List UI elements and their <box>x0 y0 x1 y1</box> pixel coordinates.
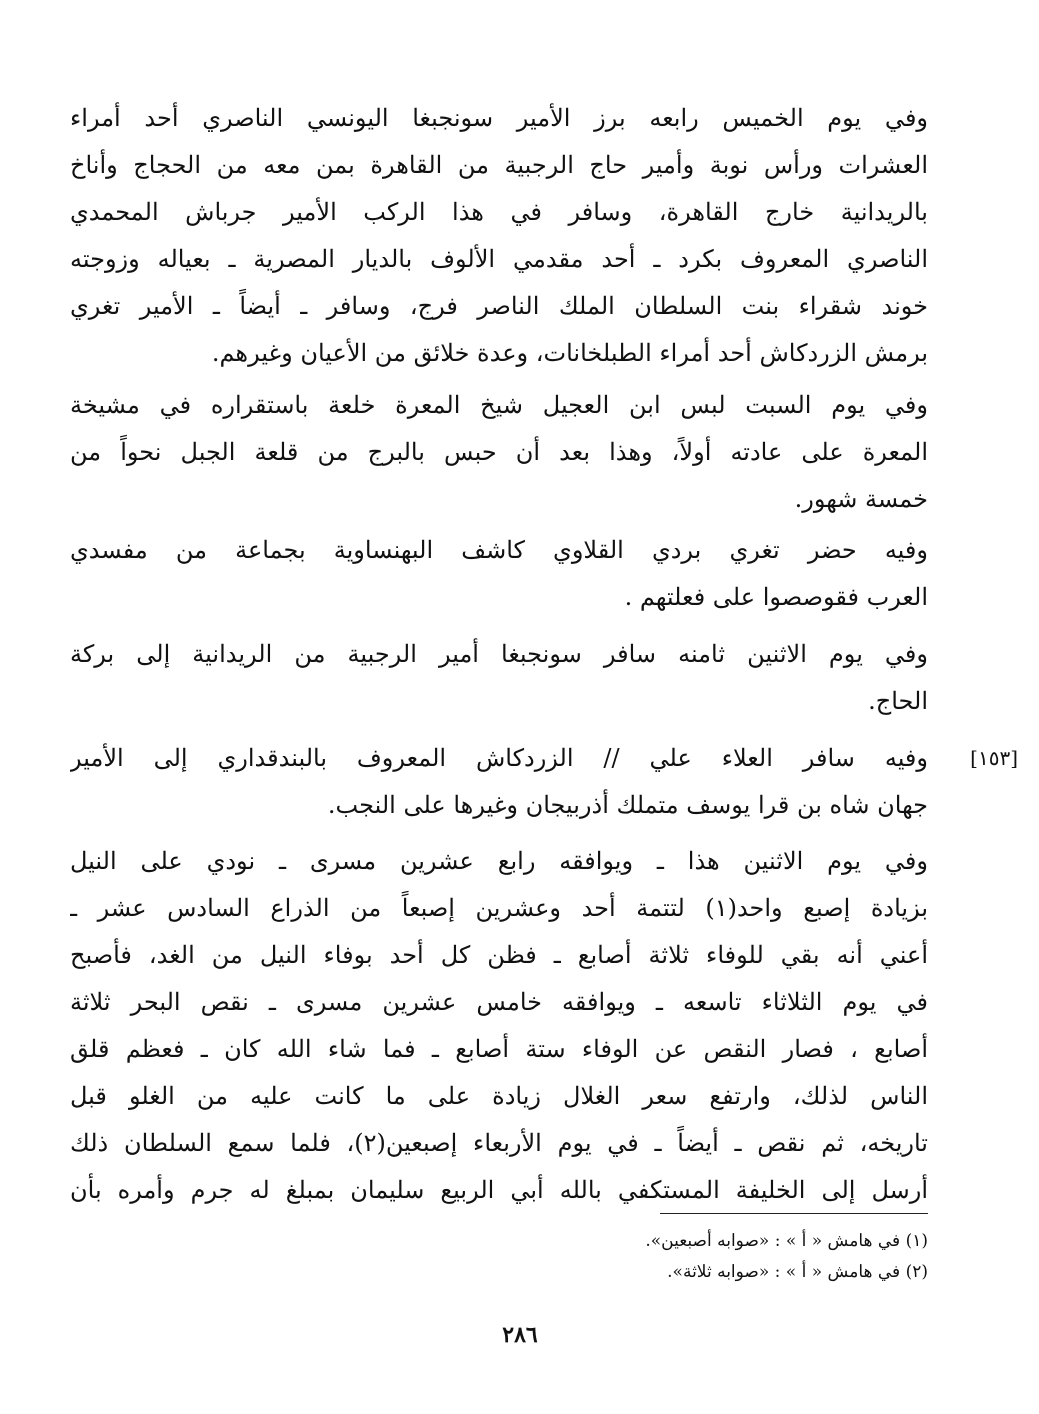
text-line: وفي يوم الخميس رابعه برز الأمير سونجبغا اليونسي الناصري أحد أمراء <box>70 104 928 132</box>
text-line: بالريدانية خارج القاهرة، وسافر في هذا الركب الأمير جرباش المحمدي <box>70 198 928 226</box>
manuscript-folio-reference: [١٥٣] <box>970 746 1018 770</box>
text-line: وفيه سافر العلاء علي // الزردكاش المعروف بالبندقداري إلى الأمير <box>70 744 928 772</box>
paragraph-5 <box>70 735 928 829</box>
footnote-2: (٢) في هامش « أ » : «صوابه ثلاثة». <box>667 1262 928 1282</box>
text-line: بزيادة إصبع واحد(١) لتتمة أحد وعشرين إصبعاً من الذراع السادس عشر ـ <box>70 894 928 922</box>
text-line: وفيه حضر تغري بردي القلاوي كاشف البهنساوية بجماعة من مفسدي <box>70 536 928 564</box>
paragraph-4 <box>70 631 928 725</box>
text-line: الحاج. <box>868 687 928 715</box>
text-line: تاريخه، ثم نقص ـ أيضاً ـ في يوم الأربعاء إصبعين(٢)، فلما سمع السلطان ذلك <box>70 1129 928 1157</box>
text-line: العرب فقوصصوا على فعلتهم . <box>624 583 928 611</box>
text-line: المعرة على عادته أولاً، وهذا بعد أن حبس بالبرج من قلعة الجبل نحواً من <box>70 438 928 466</box>
paragraph-1 <box>70 95 928 377</box>
text-line: أعني أنه بقي للوفاء ثلاثة أصابع ـ فظن كل أحد بوفاء النيل من الغد، فأصبح <box>70 941 928 969</box>
paragraph-3 <box>70 527 928 621</box>
text-line: وفي يوم الاثنين ثامنه سافر سونجبغا أمير الرجبية من الريدانية إلى بركة <box>70 640 928 668</box>
text-line: برمش الزردكاش أحد أمراء الطبلخانات، وعدة خلائق من الأعيان وغيرهم. <box>211 339 928 367</box>
text-line: وفي يوم السبت لبس ابن العجيل شيخ المعرة خلعة باستقراره في مشيخة <box>70 391 928 419</box>
paragraph-6 <box>70 838 928 1214</box>
text-line: وفي يوم الاثنين هذا ـ ويوافقه رابع عشرين مسرى ـ نودي على النيل <box>70 847 928 875</box>
text-line: الناس لذلك، وارتفع سعر الغلال زيادة على ما كانت عليه من الغلو قبل <box>70 1082 928 1110</box>
text-line: خمسة شهور. <box>794 485 928 513</box>
text-line: في يوم الثلاثاء تاسعه ـ ويوافقه خامس عشرين مسرى ـ نقص البحر ثلاثة <box>70 988 928 1016</box>
text-line: خوند شقراء بنت السلطان الملك الناصر فرج، وسافر ـ أيضاً ـ الأمير تغري <box>70 292 928 320</box>
text-line: أصابع ، فصار النقص عن الوفاء ستة أصابع ـ فما شاء الله كان ـ فعظم قلق <box>70 1035 928 1063</box>
page-number: ٢٨٦ <box>502 1322 538 1348</box>
text-line: أرسل إلى الخليفة المستكفي بالله أبي الربيع سليمان بمبلغ له جرم وأمره بأن <box>70 1176 928 1204</box>
text-line: الناصري المعروف بكرد ـ أحد مقدمي الألوف بالديار المصرية ـ بعياله وزوجته <box>70 245 928 273</box>
footnote-1: (١) في هامش « أ » : «صوابه أصبعين». <box>645 1231 928 1251</box>
text-line: جهان شاه بن قرا يوسف متملك أذربيجان وغيرها على النجب. <box>327 791 928 819</box>
text-line: العشرات ورأس نوبة وأمير حاج الرجبية من القاهرة بمن معه من الحجاج وأناخ <box>70 151 928 179</box>
paragraph-2 <box>70 382 928 523</box>
footnote-separator <box>660 1213 928 1214</box>
